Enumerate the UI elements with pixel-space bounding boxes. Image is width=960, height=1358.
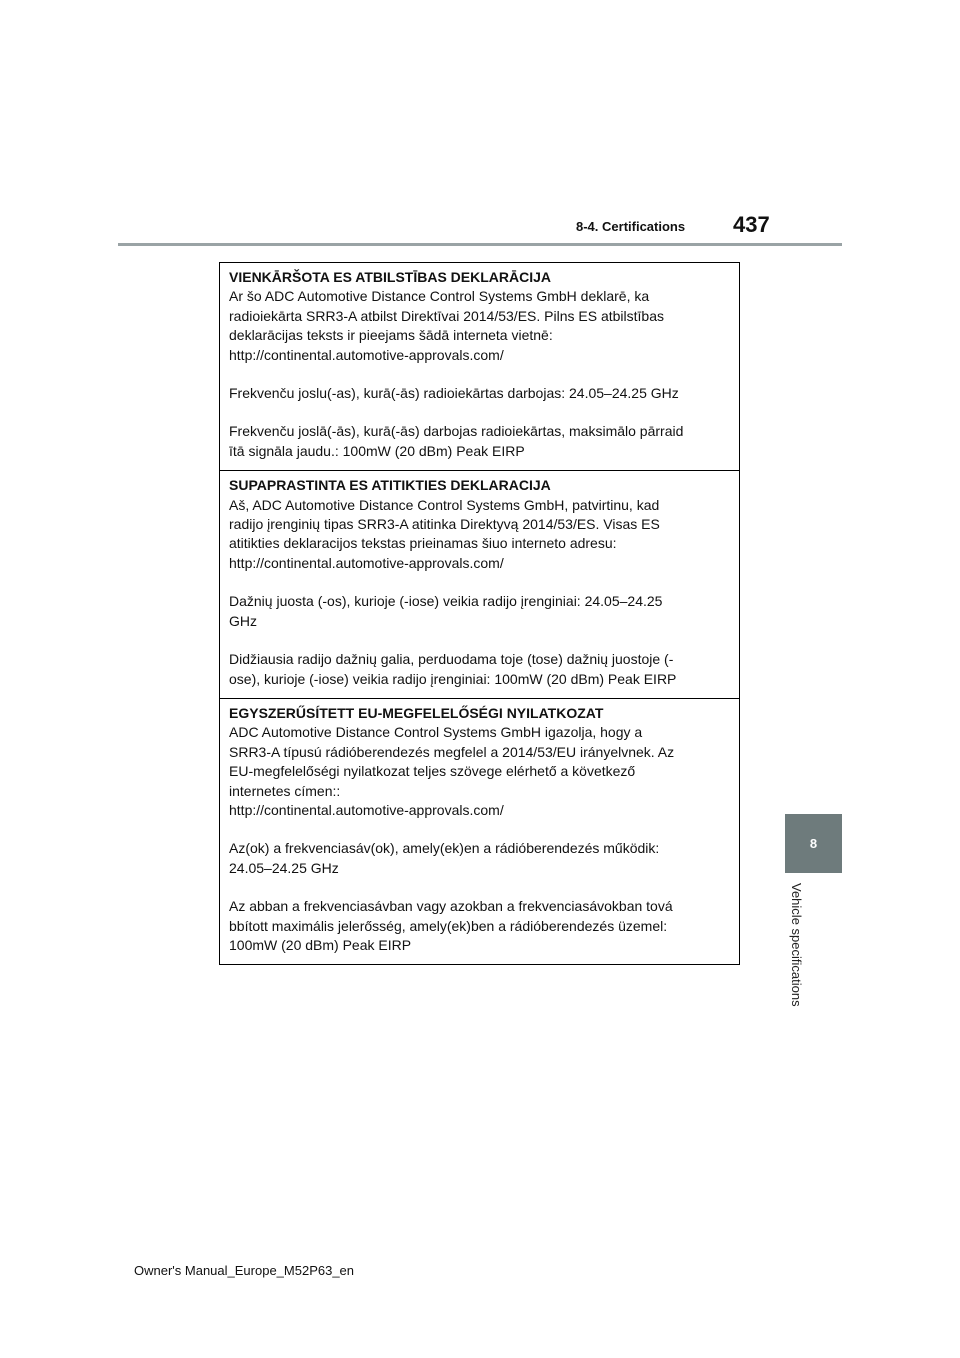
certification-table: [219, 262, 740, 965]
paragraph-spacer: [229, 820, 731, 839]
page-number: 437: [733, 212, 770, 237]
text-line: radioiekārta SRR3-A atbilst Direktīvai 2014/53/ES. Pilns ES atbilstības: [229, 307, 664, 324]
chapter-number: 8: [809, 836, 818, 851]
section-heading: SUPAPRASTINTA ES ATITIKTIES DEKLARACIJA: [229, 477, 551, 494]
text-line: Frekvenču joslā(-ās), kurā(-ās) darbojas radioiekārtas, maksimālo pārraid: [229, 423, 684, 440]
text-line: EU-megfelelőségi nyilatkozat teljes szövege elérhető a következő: [229, 763, 636, 780]
text-line: atitikties deklaracijos tekstas prieinamas šiuo interneto adresu:: [229, 535, 617, 552]
certification-section: [220, 698, 739, 964]
text-line: ītā signāla jaudu.: 100mW (20 dBm) Peak EIRP: [229, 442, 525, 459]
chapter-label-container: [785, 883, 813, 1033]
text-line: 24.05–24.25 GHz: [229, 859, 339, 876]
section-title: 8-4. Certifications: [576, 219, 686, 234]
text-line: ose), kurioje (-iose) veikia radijo įrenginiai: 100mW (20 dBm) Peak EIRP: [229, 670, 677, 687]
text-line: 100mW (20 dBm) Peak EIRP: [229, 936, 412, 953]
text-line: Aš, ADC Automotive Distance Control Systems GmbH, patvirtinu, kad: [229, 496, 660, 513]
chapter-title: Vehicle specifications: [789, 883, 804, 1007]
paragraph-spacer: [229, 573, 731, 592]
text-line: Ar šo ADC Automotive Distance Control Systems GmbH deklarē, ka: [229, 288, 650, 305]
text-line: deklarācijas teksts ir pieejams šādā interneta vietnē:: [229, 327, 553, 344]
text-line: Frekvenču joslu(-as), kurā(-ās) radioiekārtas darbojas: 24.05–24.25 GHz: [229, 385, 679, 402]
section-heading: EGYSZERŰSÍTETT EU-MEGFELELŐSÉGI NYILATKOZAT: [229, 704, 604, 721]
paragraph-spacer: [229, 403, 731, 422]
footer-text: Owner's Manual_Europe_M52P63_en: [134, 1263, 355, 1278]
text-line: Az(ok) a frekvenciasáv(ok), amely(ek)en a rádióberendezés működik:: [229, 840, 660, 857]
text-line: bbított maximális jelerősség, amely(ek)ben a rádióberendezés üzemel:: [229, 917, 668, 934]
paragraph-spacer: [229, 631, 731, 650]
chapter-tab: [785, 814, 842, 873]
paragraph-spacer: [229, 878, 731, 897]
certification-section: [220, 263, 739, 470]
header-divider: [118, 243, 842, 246]
text-line: Az abban a frekvenciasávban vagy azokban a frekvenciasávokban tová: [229, 898, 673, 915]
text-line: Dažnių juosta (-os), kurioje (-iose) veikia radijo įrenginiai: 24.05–24.25: [229, 593, 663, 610]
text-line: Didžiausia radijo dažnių galia, perduodama toje (tose) dažnių juostoje (-: [229, 651, 674, 668]
text-line: GHz: [229, 612, 257, 629]
text-line: radijo įrenginių tipas SRR3-A atitinka Direktyvą 2014/53/ES. Visas ES: [229, 516, 660, 533]
section-heading: VIENKĀRŠOTA ES ATBILSTĪBAS DEKLARĀCIJA: [229, 269, 552, 285]
text-line: ADC Automotive Distance Control Systems GmbH igazolja, hogy a: [229, 724, 643, 741]
text-line: http://continental.automotive-approvals.com/: [229, 554, 504, 571]
text-line: SRR3-A típusú rádióberendezés megfelel a 2014/53/EU irányelvnek. Az: [229, 743, 675, 760]
text-line: http://continental.automotive-approvals.com/: [229, 801, 504, 818]
paragraph-spacer: [229, 365, 731, 384]
text-line: internetes címen::: [229, 782, 341, 799]
certification-section: [220, 470, 739, 698]
text-line: http://continental.automotive-approvals.com/: [229, 346, 504, 363]
